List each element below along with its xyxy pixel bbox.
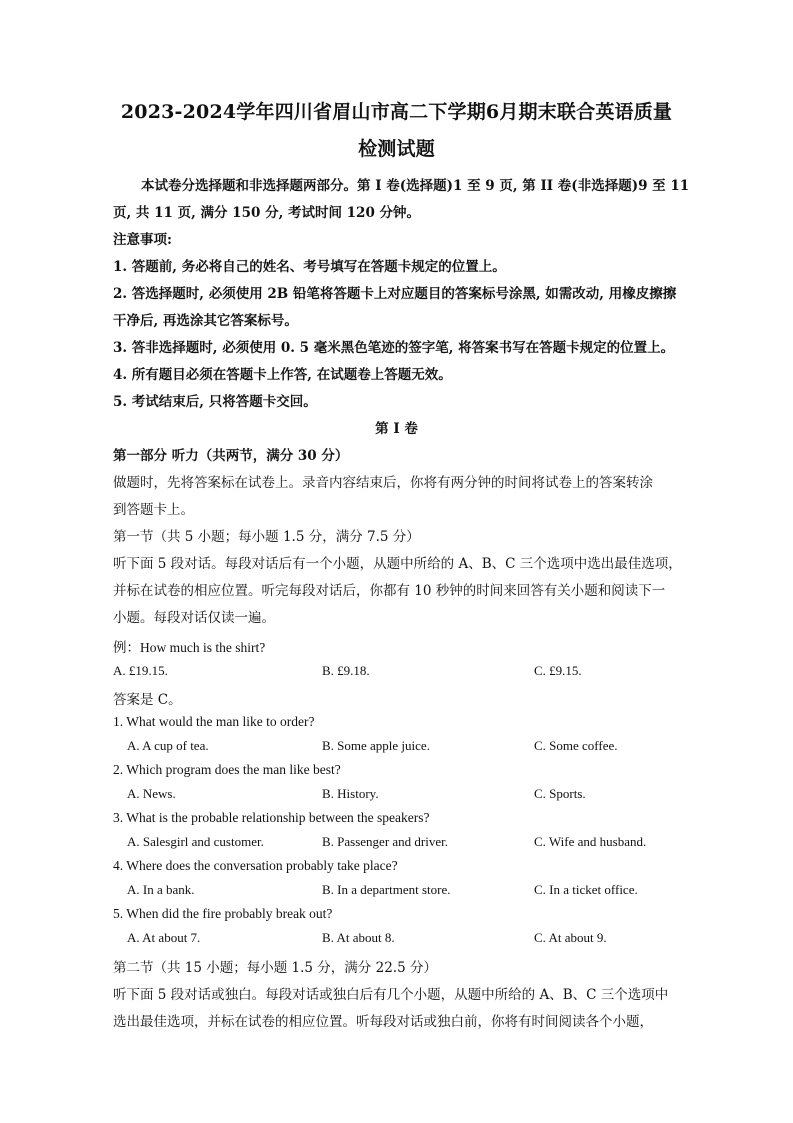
section1-instruction: 并标在试卷的相应位置。听完每段对话后，你都有 10 秒钟的时间来回答有关小题和阅读下一 [113, 583, 666, 599]
question-5: 5. When did the fire probably break out? [113, 906, 333, 921]
question-3: 3. What is the probable relationship between the speakers? [113, 810, 430, 825]
notice-heading: 注意事项: [113, 232, 172, 248]
example-option-b: B. £9.18. [322, 663, 370, 678]
notice-item: 5. 考试结束后, 只将答题卡交回。 [113, 394, 317, 410]
notice-item: 4. 所有题目必须在答题卡上作答, 在试题卷上答题无效。 [113, 367, 452, 383]
section2-heading: 第二节（共 15 小题；每小题 1.5 分，满分 22.5 分） [113, 960, 437, 976]
part1-instruction: 到答题卡上。 [113, 502, 194, 518]
option-a: A. News. [127, 786, 176, 801]
option-c: C. At about 9. [534, 930, 607, 945]
question-2: 2. Which program does the man like best? [113, 762, 341, 777]
option-b: B. Passenger and driver. [322, 834, 449, 849]
notice-item: 干净后, 再选涂其它答案标号。 [113, 313, 298, 329]
section1-instruction: 小题。每段对话仅读一遍。 [113, 610, 275, 626]
option-c: C. Sports. [534, 786, 586, 801]
section2-instruction: 听下面 5 段对话或独白。每段对话或独白后有几个小题，从题中所给的 A、B、C 三个选项中 [113, 987, 669, 1003]
option-a: A. In a bank. [127, 882, 195, 897]
section1-instruction: 听下面 5 段对话。每段对话后有一个小题，从题中所给的 A、B、C 三个选项中选出最佳选项， [113, 556, 682, 572]
doc-title-line2: 检测试题 [358, 138, 435, 160]
question-1: 1. What would the man like to order? [113, 714, 315, 729]
option-a: A. At about 7. [127, 930, 201, 945]
option-b: B. At about 8. [322, 930, 395, 945]
option-c: C. In a ticket office. [534, 882, 638, 897]
notice-item: 3. 答非选择题时, 必须使用 0. 5 毫米黑色笔迹的签字笔, 将答案书写在答题卡规定的位置上。 [113, 340, 675, 356]
doc-title-line1: 2023-2024学年四川省眉山市高二下学期6月期末联合英语质量 [120, 101, 673, 123]
option-c: C. Wife and husband. [534, 834, 647, 849]
notice-item: 2. 答选择题时, 必须使用 2B 铅笔将答题卡上对应题目的答案标号涂黑, 如需改动, 用橡皮擦擦 [113, 286, 677, 302]
example-question: 例：How much is the shirt? [113, 640, 266, 655]
option-c: C. Some coffee. [534, 738, 618, 753]
example-option-a: A. £19.15. [113, 663, 168, 678]
part1-instruction: 做题时，先将答案标在试卷上。录音内容结束后，你将有两分钟的时间将试卷上的答案转涂 [113, 475, 653, 491]
example-option-c: C. £9.15. [534, 663, 582, 678]
section2-instruction: 选出最佳选项，并标在试卷的相应位置。听每段对话或独白前，你将有时间阅读各个小题， [113, 1014, 653, 1030]
option-b: B. In a department store. [322, 882, 451, 897]
question-4: 4. Where does the conversation probably take place? [113, 858, 398, 873]
intro-line1: 本试卷分选择题和非选择题两部分。第 I 卷(选择题)1 至 9 页, 第 II 卷(非选择题)9 至 11 [141, 178, 690, 194]
option-a: A. Salesgirl and customer. [127, 834, 264, 849]
notice-item: 1. 答题前, 务必将自己的姓名、考号填写在答题卡规定的位置上。 [113, 259, 506, 275]
example-answer: 答案是 C。 [113, 692, 182, 708]
intro-line2: 页, 共 11 页, 满分 150 分, 考试时间 120 分钟。 [113, 205, 421, 221]
part1-heading: 第一部分 听力（共两节，满分 30 分） [113, 448, 349, 464]
option-a: A. A cup of tea. [127, 738, 209, 753]
volume-heading: 第 I 卷 [375, 421, 418, 437]
option-b: B. Some apple juice. [322, 738, 430, 753]
option-b: B. History. [322, 786, 379, 801]
section1-heading: 第一节（共 5 小题；每小题 1.5 分，满分 7.5 分） [113, 529, 420, 545]
